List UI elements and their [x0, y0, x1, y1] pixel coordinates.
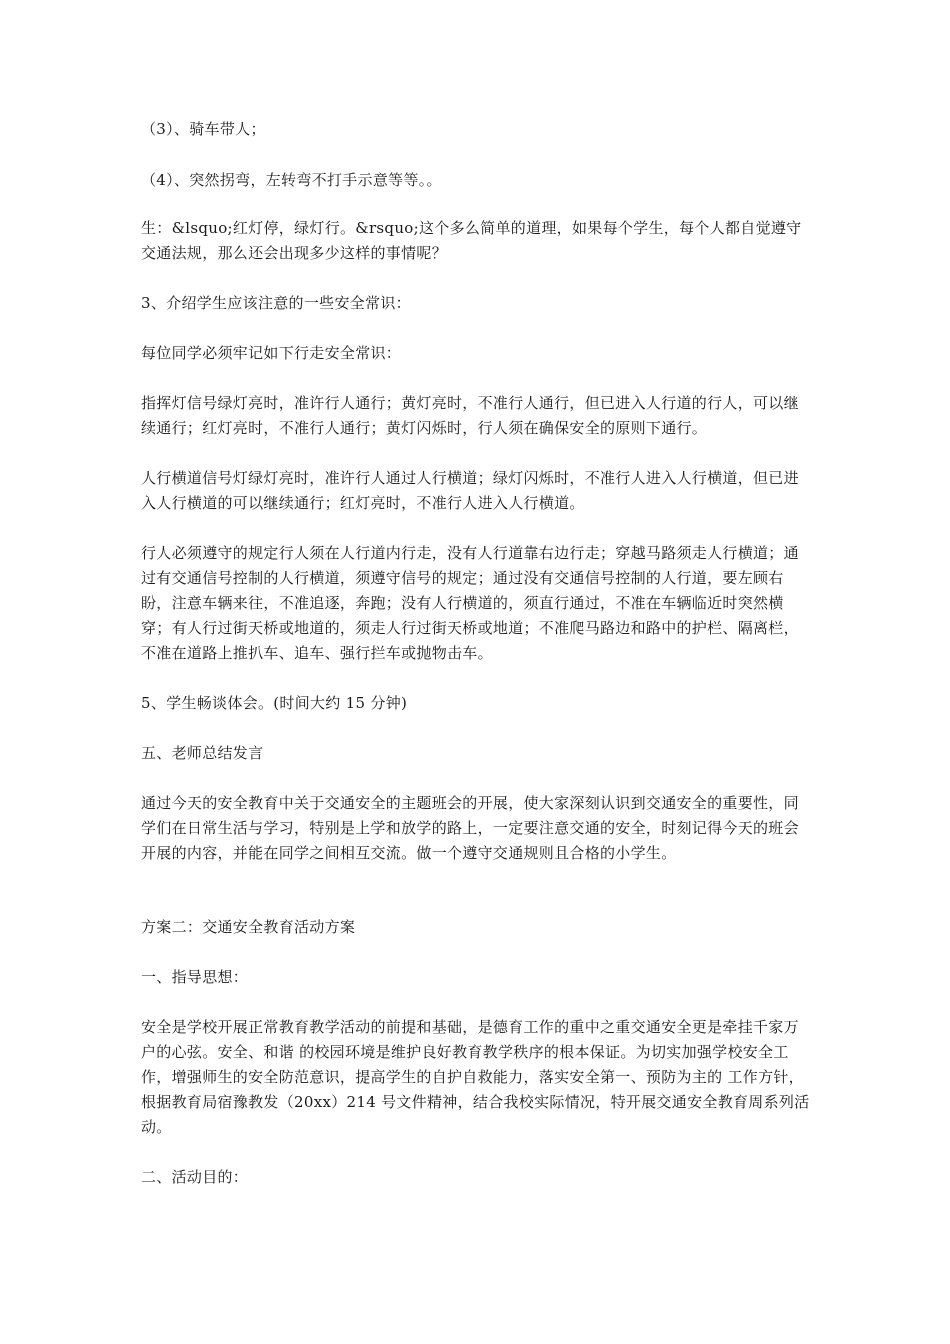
- paragraph-item-3: （3）、骑车带人；: [141, 120, 266, 138]
- paragraph-summary: 通过今天的安全教育中关于交通安全的主题班会的开展，使大家深刻认识到交通安全的重要性，同学们在日常生活与学习，特别是上学和放学的路上，一定要注意交通的安全，时刻记得今天的班会开展的内容，并能在同学之间相互交流。做一个遵守交通规则且合格的小学生。: [141, 794, 799, 862]
- paragraph-signal-lights: 指挥灯信号绿灯亮时，准许行人通行；黄灯亮时，不准行人通行，但已进入人行道的行人，可以继续通行；红灯亮时，不准行人通行；黄灯闪烁时，行人须在确保安全的原则下通行。: [141, 394, 799, 437]
- section-heading-guiding-idea: 一、指导思想：: [141, 968, 249, 986]
- section-heading-plan-two: 方案二：交通安全教育活动方案: [141, 918, 356, 936]
- paragraph-walking-intro: 每位同学必须牢记如下行走安全常识：: [141, 344, 402, 362]
- paragraph-guiding-idea: 安全是学校开展正常教育教学活动的前提和基础，是德育工作的重中之重交通安全更是牵挂千家万户的心弦。安全、和谐 的校园环境是维护良好教育教学秩序的根本保证。为切实加强学校安全工作，增强师生的安全防范意识，提高学生的自护自救能力，落实安全第一、预防为主的 工作方针，根据教育局宿豫教发（20xx）214 号文件精神，结合我校实际情况，特开展交通安全教育周系列活动。: [141, 1018, 810, 1136]
- paragraph-crosswalk-lights: 人行横道信号灯绿灯亮时，准许行人通过人行横道；绿灯闪烁时，不准行人进入人行横道，但已进入人行横道的可以继续通行；红灯亮时，不准行人进入人行横道。: [141, 469, 799, 512]
- section-heading-activity-goal: 二、活动目的：: [141, 1168, 249, 1186]
- section-heading-safety-tips: 3、介绍学生应该注意的一些安全常识：: [141, 294, 411, 312]
- section-heading-teacher-summary: 五、老师总结发言: [141, 744, 264, 762]
- paragraph-pedestrian-rules: 行人必须遵守的规定行人须在人行道内行走，没有人行道靠右边行走；穿越马路须走人行横道；通过有交通信号控制的人行横道，须遵守信号的规定；通过没有交通信号控制的人行道，要左顾右盼，注意车辆来往，不准追逐，奔跑；没有人行横道的，须直行通过，不准在车辆临近时突然横穿；有人行过街天桥或地道的，须走人行过街天桥或地道；不准爬马路边和路中的护栏、隔离栏，不准在道路上推扒车、追车、强行拦车或抛物击车。: [141, 544, 799, 662]
- paragraph-student-reply: 生：&lsquo;红灯停，绿灯行。&rsquo;这个多么简单的道理，如果每个学生，每个人都自觉遵守交通法规，那么还会出现多少这样的事情呢？: [141, 219, 802, 262]
- section-heading-student-sharing: 5、学生畅谈体会。(时间大约 15 分钟): [141, 694, 408, 712]
- paragraph-item-4: （4）、突然拐弯，左转弯不打手示意等等。。: [141, 171, 442, 189]
